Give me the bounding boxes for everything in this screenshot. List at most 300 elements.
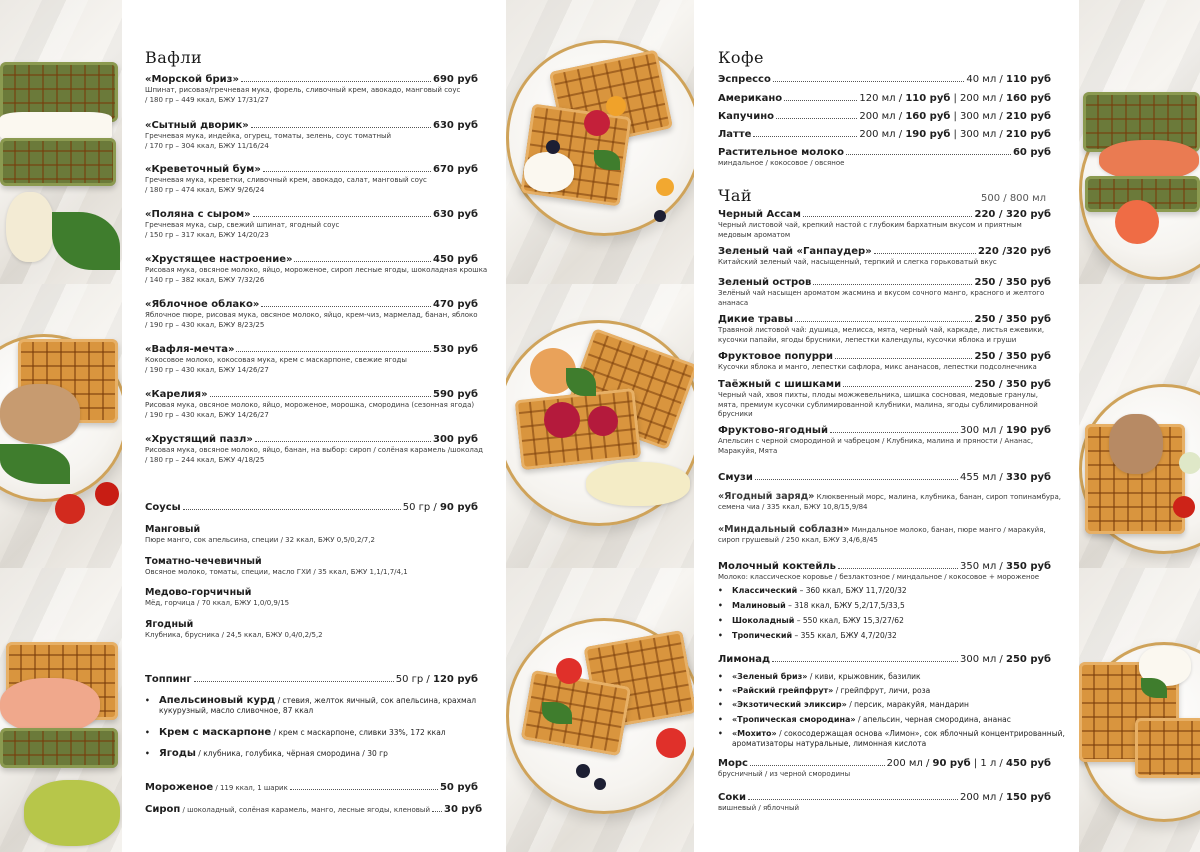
leader-dots — [835, 358, 972, 359]
bullet: • — [145, 728, 150, 737]
topping-name: Топпинг — [145, 674, 192, 685]
leader-dots — [803, 216, 973, 217]
item-price: 630 руб — [432, 209, 478, 220]
item-desc: Черный листовой чай, крепкий настой с глубоким бархатным вкусом и приятным — [718, 221, 1022, 229]
lemonade-desc: / грейпфрут, личи, роза — [833, 686, 931, 695]
item-row — [145, 209, 478, 221]
item-row — [145, 74, 478, 86]
leader-dots — [210, 396, 431, 397]
smoothie-desc: Миндальное молоко, банан, пюре манго / маракуйя, — [849, 526, 1046, 534]
smoothie-desc-2: сироп грушевый / 250 ккал, БЖУ 3,4/6,8/45 — [718, 536, 878, 544]
item-name: «Морской бриз» — [145, 74, 239, 85]
leader-dots — [838, 568, 958, 569]
item-desc: медовым ароматом — [718, 230, 791, 239]
item-price-group — [433, 74, 478, 86]
juices-price: 150 руб — [1005, 792, 1051, 803]
juices-name: Соки — [718, 792, 747, 803]
tomato — [1173, 496, 1195, 518]
item-price-2: 210 руб — [1005, 129, 1051, 140]
topping-name: Крем с маскарпоне — [159, 727, 272, 738]
milkshake-flavor: Тропический — [732, 631, 793, 640]
lemonade-desc: / сокосодержащая основа «Лимон», сок яблочный концентрированный, — [776, 729, 1065, 738]
item-desc: Кокосовое молоко, кокосовая мука, крем с маскарпоне, свежие ягоды — [145, 356, 407, 364]
item-desc: / 180 гр – 244 ккал, БЖУ 4/18/25 — [145, 455, 265, 464]
photo-strip-left — [0, 0, 122, 852]
milkshake-price: 350 руб — [1005, 561, 1051, 572]
tea-item — [718, 277, 1051, 308]
sauce-name: Медово-горчичный — [145, 587, 252, 598]
milkshake-flavor: Классический — [732, 586, 798, 595]
topping-price: 120 руб — [432, 674, 478, 685]
bullet: • — [718, 700, 723, 709]
bullet: • — [718, 672, 723, 681]
leader-dots — [846, 154, 1011, 155]
salmon-rose — [1115, 200, 1159, 244]
waffle-item — [145, 164, 478, 195]
leader-dots — [263, 171, 431, 172]
item-price: 470 руб — [432, 299, 478, 310]
item-row — [718, 74, 1051, 86]
cream — [524, 152, 574, 192]
milkshake-item — [718, 631, 897, 641]
bullet: • — [718, 631, 723, 640]
milkshake-desc: – 318 ккал, БЖУ 5,2/17,5/33,5 — [785, 601, 905, 610]
leader-dots — [813, 284, 972, 285]
waffle-item — [145, 254, 488, 285]
item-price-group — [978, 246, 1051, 258]
item-price-group — [433, 344, 478, 356]
item-row — [718, 209, 1051, 221]
bullet: • — [145, 749, 150, 758]
milkshake-item — [718, 601, 905, 611]
item-price-2: 160 руб — [1005, 93, 1051, 104]
item-price: 250 / 350 руб — [974, 379, 1051, 390]
bullet: • — [718, 686, 723, 695]
sauces-name: Соусы — [145, 502, 181, 513]
mors-price-2: 450 руб — [1005, 758, 1051, 769]
waffle — [515, 388, 642, 470]
leader-dots — [432, 811, 442, 812]
item-price-group — [433, 254, 478, 266]
item-name: Американо — [718, 93, 783, 104]
coffee-item — [718, 111, 1051, 123]
smoothie-item — [718, 491, 1061, 513]
tomato — [95, 482, 119, 506]
shrimps — [0, 678, 100, 733]
item-price: 110 руб — [1005, 74, 1051, 85]
item-desc: / 190 гр – 430 ккал, БЖУ 14/26/27 — [145, 410, 269, 419]
milkshake-desc: – 360 ккал, БЖУ 11,7/20/32 — [797, 586, 907, 595]
item-price-group — [966, 74, 1051, 86]
blueberry — [594, 778, 606, 790]
tea-item — [718, 246, 1051, 268]
sauce-desc: Овсяное молоко, томаты, специи, масло ГХИ / 35 ккал, БЖУ 1,1/1,7/4,1 — [145, 568, 408, 576]
item-row — [718, 277, 1051, 289]
coffee-item — [718, 93, 1051, 105]
sauces-volume: 50 гр / — [402, 502, 440, 513]
bullet: • — [718, 586, 723, 595]
leader-dots — [795, 321, 972, 322]
milkshake-desc: Молоко: классическое коровье / безлактозное / миндальное / кокосовое + мороженое — [718, 573, 1040, 581]
strawberry — [656, 728, 686, 758]
juices-desc: вишневый / яблочный — [718, 804, 800, 812]
item-price-group — [859, 129, 1051, 141]
tea-item — [718, 379, 1051, 420]
sauces-header — [145, 502, 478, 514]
item-row — [718, 351, 1051, 363]
sauce-name: Манговый — [145, 524, 201, 535]
item-price: 590 руб — [432, 389, 478, 400]
topping-item — [145, 728, 446, 738]
waffle-item — [145, 209, 478, 240]
milkshake-header — [718, 561, 1051, 583]
photo-strip-middle — [506, 0, 694, 852]
juices-volume: 200 мл / — [960, 792, 1006, 803]
item-name: Эспрессо — [718, 74, 771, 85]
item-desc: Черный чай, хвоя пихты, плоды можжевельника, шишка сосновая, медовые гранулы, — [718, 391, 1038, 399]
item-row — [145, 164, 478, 176]
leader-dots — [830, 432, 958, 433]
item-volume-2: | 300 мл / — [950, 111, 1006, 122]
waffle-item — [145, 299, 478, 330]
lemonade-name: Лимонад — [718, 654, 771, 665]
item-name: Латте — [718, 129, 752, 140]
item-volume: 300 мл / — [960, 425, 1006, 436]
bullet: • — [718, 715, 723, 724]
item-desc: миндальное / кокосовое / овсяное — [718, 159, 845, 167]
item-price-group — [1013, 147, 1051, 159]
photo-icecream-waffle — [1079, 568, 1200, 852]
item-volume: 200 мл / — [859, 111, 906, 122]
smoothie-line — [718, 491, 1061, 503]
item-price-group — [433, 434, 478, 446]
leader-dots — [251, 127, 431, 128]
leader-dots — [253, 216, 431, 217]
item-desc: Рисовая мука, овсяное молоко, яйцо, банан, на выбор: сироп / солёная карамель /шоколад — [145, 446, 483, 454]
sauces-price: 90 руб — [439, 502, 478, 513]
item-price-group — [974, 379, 1051, 391]
syrup-price: 30 руб — [444, 804, 483, 815]
item-desc: Гречневая мука, креветки, сливочный крем, авокадо, салат, манговый соус — [145, 176, 427, 184]
leader-dots — [843, 386, 972, 387]
section-title-tea: Чай — [718, 186, 753, 205]
avocado — [24, 780, 120, 846]
salmon — [1099, 140, 1199, 180]
smoothie-item — [718, 524, 1058, 546]
cheese-slice — [6, 192, 54, 262]
photo-banana-waffle — [506, 284, 694, 568]
item-desc: ананаса — [718, 298, 749, 307]
topping-name: Апельсиновый курд — [159, 695, 276, 706]
chicken-slices — [1109, 414, 1163, 474]
item-name: Фруктовое попурри — [718, 351, 834, 362]
milkshake-desc: – 550 ккал, БЖУ 15,3/27/62 — [794, 616, 904, 625]
item-desc: Кусочки яблока и манго, лепестки сафлора, микс ананасов, лепестки подсолнечника — [718, 363, 1037, 371]
icecream-desc: / 119 ккал, 1 шарик — [213, 784, 288, 792]
syrup-name: Сироп — [145, 804, 181, 815]
menu-column-drinks — [718, 0, 1065, 852]
item-price: 250 / 350 руб — [974, 314, 1051, 325]
item-desc: / 180 гр – 449 ккал, БЖУ 17/31/27 — [145, 95, 269, 104]
item-price: 60 руб — [1012, 147, 1051, 158]
bullet: • — [718, 601, 723, 610]
item-price: 250 / 350 руб — [974, 351, 1051, 362]
item-desc: Гречневая мука, индейка, огурец, томаты, зелень, соус томатный — [145, 132, 392, 140]
item-name: Дикие травы — [718, 314, 794, 325]
spinach-leaf — [52, 212, 120, 270]
item-price-group — [859, 111, 1051, 123]
smoothie-desc: Клюквенный морс, малина, клубника, банан, сироп топинамбура, — [814, 493, 1061, 501]
item-price: 450 руб — [432, 254, 478, 265]
leader-dots — [290, 789, 438, 790]
tea-item — [718, 314, 1051, 345]
bullet: • — [718, 729, 723, 738]
item-row — [718, 147, 1051, 159]
item-row — [718, 379, 1051, 391]
leader-dots — [755, 479, 958, 480]
leader-dots — [753, 136, 857, 137]
leader-dots — [236, 351, 431, 352]
item-price: 250 / 350 руб — [974, 277, 1051, 288]
cloudberry — [656, 178, 674, 196]
item-price-2: 210 руб — [1005, 111, 1051, 122]
syrup-desc: / шоколадный, солёная карамель, манго, лесные ягоды, кленовый — [180, 806, 430, 814]
leader-dots — [255, 441, 431, 442]
leader-dots — [772, 661, 958, 662]
item-price-group — [974, 209, 1051, 221]
lemonade-name: «Мохито» — [732, 729, 777, 738]
sauce-name: Томатно-чечевичный — [145, 556, 262, 567]
icecream-price: 50 руб — [439, 782, 478, 793]
lemonade-name: «Райский грейпфрут» — [732, 686, 834, 695]
lemonade-item — [718, 672, 921, 682]
item-row — [145, 120, 478, 132]
item-name: Черный Ассам — [718, 209, 801, 220]
sauce-desc: Клубника, брусника / 24,5 ккал, БЖУ 0,4/0,2/5,2 — [145, 631, 323, 639]
sauce-desc: Мёд, горчица / 70 ккал, БЖУ 1,0/0,9/15 — [145, 599, 290, 607]
menu-column-waffles — [145, 0, 488, 852]
milkshake-item — [718, 616, 904, 626]
topping-desc: / стевия, желток яичный, сок апельсина, крахмал — [275, 696, 477, 705]
item-desc: / 180 гр – 474 ккал, БЖУ 9/26/24 — [145, 185, 265, 194]
tea-volumes: 500 / 800 мл — [981, 193, 1047, 204]
mors-volume: 200 мл / — [886, 758, 933, 769]
icecream-item — [145, 782, 478, 794]
smoothie-line — [718, 524, 1058, 536]
item-price: 110 руб — [905, 93, 951, 104]
icecream-name: Мороженое — [145, 782, 214, 793]
tea-item — [718, 351, 1051, 373]
mors-item — [718, 758, 1051, 780]
sauce-item — [145, 556, 478, 578]
banana-slices — [586, 462, 690, 506]
item-name: Капучино — [718, 111, 775, 122]
item-price: 160 руб — [905, 111, 951, 122]
item-desc: Маракуйя, Мята — [718, 446, 778, 455]
juices-item — [718, 792, 1051, 814]
smoothie-volume: 455 мл / — [960, 472, 1006, 483]
leader-dots — [194, 681, 394, 682]
item-price: 670 руб — [432, 164, 478, 175]
item-volume-2: | 300 мл / — [950, 129, 1006, 140]
waffle-item — [145, 120, 478, 151]
smoothie-name: «Ягодный заряд» — [718, 491, 815, 502]
item-price-group — [974, 314, 1051, 326]
lemonade-volume: 300 мл / — [960, 654, 1006, 665]
milkshake-volume: 350 мл / — [960, 561, 1006, 572]
photo-salmon-waffle — [1079, 0, 1200, 284]
item-desc: Травяной листовой чай: душица, мелисса, мята, черный чай, каркаде, листья ежевики, — [718, 326, 1045, 334]
item-desc: Гречневая мука, сыр, свежий шпинат, ягодный соус — [145, 221, 340, 229]
item-desc: Апельсин с черной смородиной и чабрецом / Клубника, малина и пряности / Ананас, — [718, 437, 1034, 445]
raspberry — [544, 402, 580, 438]
item-price-group — [859, 93, 1051, 105]
item-row — [145, 344, 478, 356]
item-row — [718, 246, 1051, 258]
mors-volume-2: | 1 л / — [970, 758, 1006, 769]
tea-item — [718, 425, 1051, 456]
item-volume-2: | 200 мл / — [950, 93, 1006, 104]
topping-item — [145, 749, 388, 759]
blueberry — [576, 764, 590, 778]
lemonade-desc: / киви, крыжовник, базилик — [807, 672, 921, 681]
item-name: Зеленый чай «Ганпаудер» — [718, 246, 872, 257]
leader-dots — [183, 509, 401, 510]
item-desc: Зелёный чай насыщен ароматом жасмина и вкусом сочного манго, красного и желтого — [718, 289, 1045, 297]
milkshake-item — [718, 586, 907, 596]
cloudberry — [606, 96, 626, 116]
tomato — [55, 494, 85, 524]
item-desc: / 190 гр – 430 ккал, БЖУ 14/26/27 — [145, 365, 269, 374]
item-volume: 200 мл / — [859, 129, 906, 140]
item-row — [145, 389, 478, 401]
waffle — [1135, 718, 1200, 778]
blueberry — [546, 140, 560, 154]
milkshake-name: Молочный коктейль — [718, 561, 836, 572]
photo-chicken-waffle — [0, 284, 122, 568]
section-title-coffee: Кофе — [718, 48, 765, 67]
lemonade-name: «Тропическая смородина» — [732, 715, 856, 724]
item-price: 530 руб — [432, 344, 478, 355]
leader-dots — [776, 118, 857, 119]
tea-item — [718, 209, 1051, 240]
leader-dots — [294, 261, 431, 262]
mors-name: Морс — [718, 758, 748, 769]
sauce-desc: Пюре манго, сок апельсина, специи / 32 ккал, БЖУ 0,5/0,2/7,2 — [145, 536, 375, 544]
leader-dots — [750, 765, 885, 766]
lemonade-item — [718, 729, 1065, 749]
photo-chicken-waffle-right — [1079, 284, 1200, 568]
item-row — [718, 425, 1051, 437]
strawberry — [556, 658, 582, 684]
item-name: Таёжный с шишками — [718, 379, 842, 390]
leader-dots — [261, 306, 431, 307]
item-row — [145, 434, 478, 446]
leader-dots — [773, 81, 965, 82]
item-name: Растительное молоко — [718, 147, 844, 158]
smoothie-header — [718, 472, 1051, 484]
lemonade-item — [718, 686, 930, 696]
blueberry — [654, 210, 666, 222]
photo-shrimp-waffle — [0, 568, 122, 852]
lemonade-desc: / персик, маракуйя, мандарин — [846, 700, 969, 709]
item-name: «Креветочный бум» — [145, 164, 261, 175]
sauce-item — [145, 524, 478, 546]
lemonade-name: «Экзотический эликсир» — [732, 700, 847, 709]
item-desc: Рисовая мука, овсяное молоко, яйцо, мороженое, морошка, смородина (сезонная ягода) — [145, 401, 475, 409]
sauce-item — [145, 587, 478, 609]
raspberry — [588, 406, 618, 436]
item-row — [718, 93, 1051, 105]
waffle-item — [145, 434, 483, 465]
coffee-item — [718, 74, 1051, 86]
item-desc: Шпинат, рисовая/гречневая мука, форель, сливочный крем, авокадо, манговый соус — [145, 86, 461, 94]
leader-dots — [874, 253, 976, 254]
item-name: «Хрустящий пазл» — [145, 434, 253, 445]
smoothie-name: Смузи — [718, 472, 753, 483]
item-price: 190 руб — [1005, 425, 1051, 436]
item-price-group — [433, 389, 478, 401]
waffle-item — [145, 389, 478, 420]
topping-volume: 50 гр / — [395, 674, 433, 685]
photo-berry-waffle — [506, 0, 694, 284]
item-desc: Китайский зеленый чай, насыщенный, терпкий и слегка горьковатый вкус — [718, 258, 997, 266]
item-price: 300 руб — [432, 434, 478, 445]
waffle-item — [145, 344, 478, 375]
item-name: «Хрустящее настроение» — [145, 254, 293, 265]
lemonade-name: «Зеленый бриз» — [732, 672, 808, 681]
item-desc: / 170 гр – 304 ккал, БЖУ 11/16/24 — [145, 141, 269, 150]
lemonade-item — [718, 715, 1011, 725]
photo-strawberry-waffle — [506, 568, 694, 852]
item-name: «Яблочное облако» — [145, 299, 260, 310]
item-price: 220 /320 руб — [977, 246, 1051, 257]
topping-desc: / крем с маскарпоне, сливки 33%, 172 ккал — [271, 728, 446, 737]
item-price: 190 руб — [905, 129, 951, 140]
milkshake-flavor: Малиновый — [732, 601, 786, 610]
mors-price: 90 руб — [932, 758, 971, 769]
item-name: «Карелия» — [145, 389, 208, 400]
smoothie-name: «Миндальный соблазн» — [718, 524, 850, 535]
coffee-item — [718, 129, 1051, 141]
raspberry — [584, 110, 610, 136]
item-price-group — [433, 120, 478, 132]
cucumber — [1179, 452, 1200, 474]
item-desc: Рисовая мука, овсяное молоко, яйцо, мороженое, сироп лесные ягоды, шоколадная крошка — [145, 266, 488, 274]
item-name: «Вафля-мечта» — [145, 344, 235, 355]
topping-desc-2: кукурузный, масло сливочное, 87 ккал — [159, 706, 314, 715]
item-name: «Сытный дворик» — [145, 120, 249, 131]
item-row — [145, 254, 478, 266]
bullet: • — [718, 616, 723, 625]
item-desc: / 190 гр – 430 ккал, БЖУ 8/23/25 — [145, 320, 265, 329]
topping-desc: / клубника, голубика, чёрная смородина / 30 гр — [195, 749, 388, 758]
item-volume: 40 мл / — [966, 74, 1006, 85]
item-row — [718, 129, 1051, 141]
mors-desc: брусничный / из черной смородины — [718, 770, 851, 778]
lemonade-header — [718, 654, 1051, 666]
item-price-group — [433, 209, 478, 221]
sauce-name: Ягодный — [145, 619, 194, 630]
item-name: Зеленый остров — [718, 277, 812, 288]
item-desc: мята, премиум кусочки сублимированной клубники, малина, ягоды сублимированной — [718, 400, 1038, 409]
lemonade-desc: / апельсин, черная смородина, ананас — [855, 715, 1011, 724]
photo-strip-right — [1079, 0, 1200, 852]
waffle-item — [145, 74, 478, 105]
topping-name: Ягоды — [159, 748, 196, 759]
item-desc: / 150 гр – 317 ккал, БЖУ 14/20/23 — [145, 230, 269, 239]
item-name: Фруктово-ягодный — [718, 425, 828, 436]
